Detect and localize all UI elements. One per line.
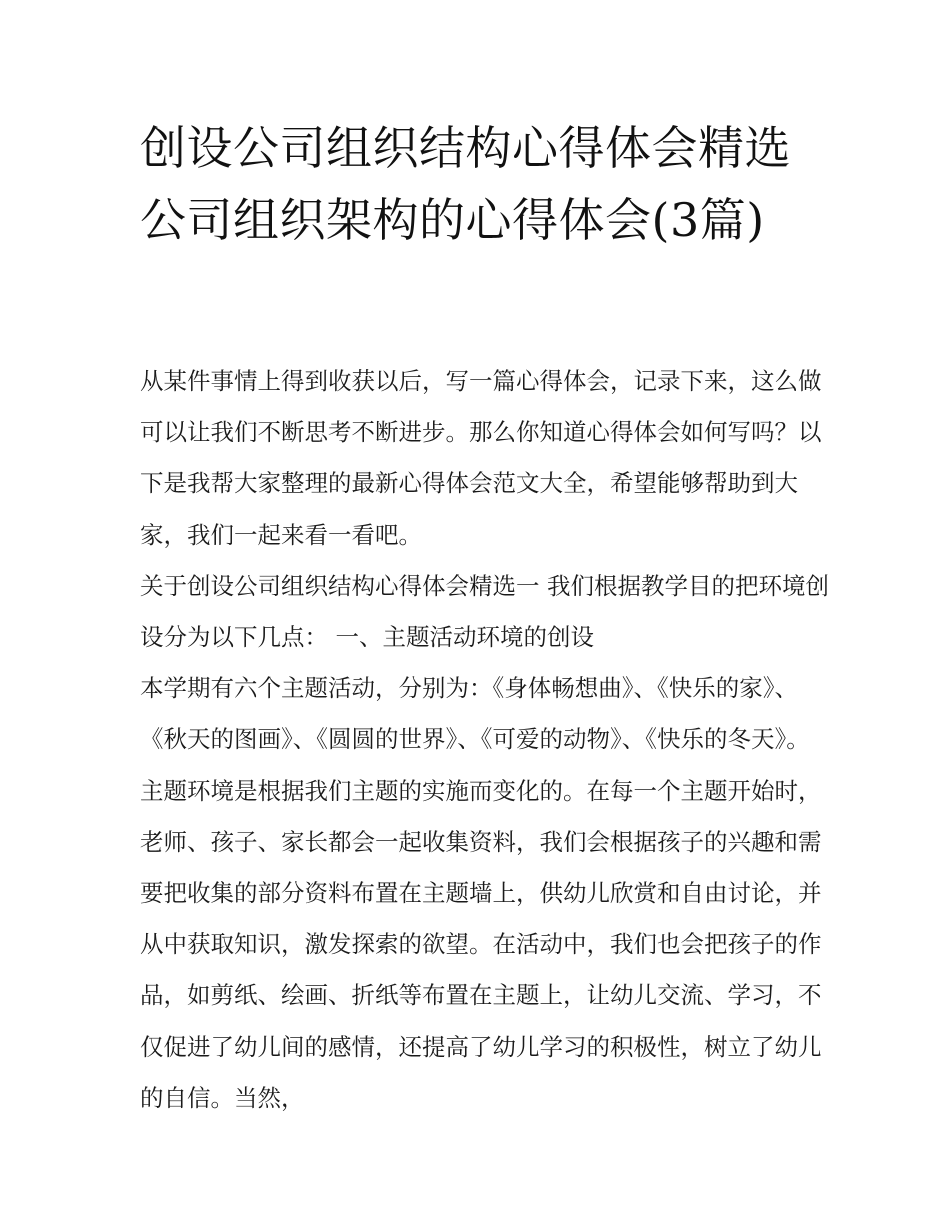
body-paragraph: 本学期有六个主题活动，分别为：《身体畅想曲》、《快乐的家》、《秋天的图画》、《圆圆的世界》、《可爱的动物》、《快乐的冬天》。主题环境是根据我们主题的实施而变化的。在每一个主题开始时，老师、孩子、家长都会一起收集资料，我们会根据孩子的兴趣和需要把收集的部分资料布置在主题墙上，供幼儿欣赏和自由讨论，并从中获取知识，激发探索的欲望。在活动中，我们也会把孩子的作品，如剪纸、绘画、折纸等布置在主题上，让幼儿交流、学习，不仅促进了幼儿间的感情，还提高了幼儿学习的积极性，树立了幼儿的自信。当然，	[140, 674, 822, 1112]
document-body	[140, 356, 830, 1124]
intro-paragraph: 从某件事情上得到收获以后，写一篇心得体会，记录下来，这么做可以让我们不断思考不断进步。那么你知道心得体会如何写吗？以下是我帮大家整理的最新心得体会范文大全，希望能够帮助到大家，我们一起来看一看吧。	[140, 367, 822, 549]
section-heading-paragraph: 关于创设公司组织结构心得体会精选一 我们根据教学目的把环境创设分为以下几点： 一、主题活动环境的创设	[140, 571, 829, 652]
document-title: 创设公司组织结构心得体会精选 公司组织架构的心得体会(3篇)	[140, 121, 791, 247]
